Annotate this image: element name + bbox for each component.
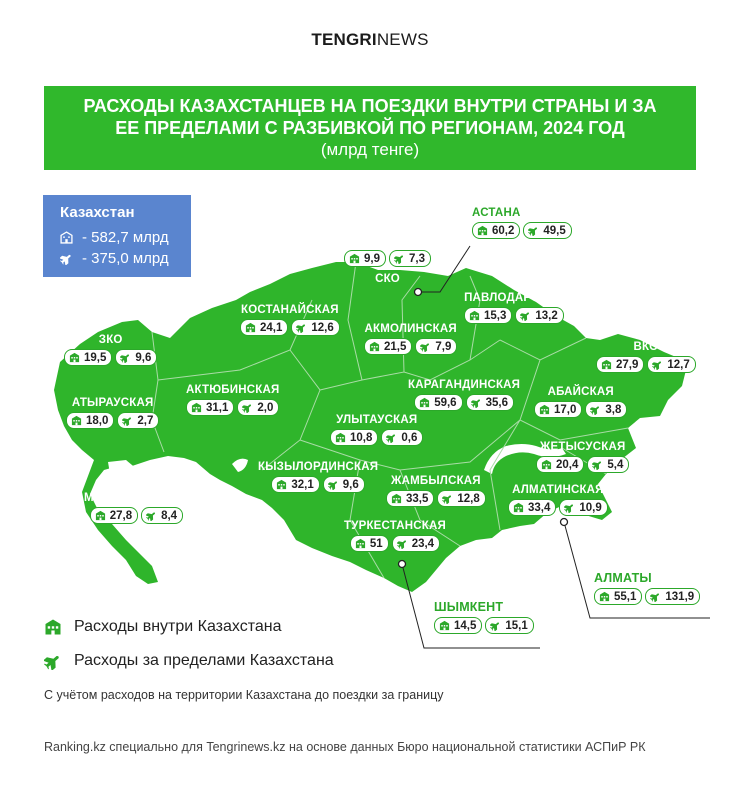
shymkent-marker <box>399 561 406 568</box>
domestic-value: 33,4 <box>528 501 551 514</box>
astana-marker <box>415 289 422 296</box>
region-name: ТУРКЕСТАНСКАЯ <box>344 520 446 532</box>
abroad-value: 0,6 <box>401 431 418 444</box>
abroad-pill <box>115 349 157 366</box>
abroad-pill <box>323 476 365 493</box>
domestic-pill <box>66 412 114 429</box>
region-zhetysu <box>536 441 629 475</box>
abroad-pill <box>647 356 695 373</box>
region-values <box>594 588 700 605</box>
plane-icon <box>528 225 539 236</box>
domestic-value: 24,1 <box>260 321 283 334</box>
house-icon <box>71 415 82 426</box>
kazakhstan-label: Казахстан <box>60 204 135 221</box>
domestic-pill <box>534 401 582 418</box>
region-name: АЛМАТЫ <box>594 571 652 585</box>
region-name: АКТЮБИНСКАЯ <box>186 384 280 396</box>
region-zko <box>64 334 157 368</box>
abroad-value: 13,2 <box>535 309 558 322</box>
domestic-value: 20,4 <box>556 458 579 471</box>
region-values <box>90 507 183 524</box>
house-icon <box>44 618 62 636</box>
plane-icon <box>394 253 405 264</box>
abroad-pill <box>587 456 629 473</box>
brand-light: NEWS <box>376 30 429 49</box>
abroad-value: 3,8 <box>605 403 622 416</box>
plane-icon <box>328 479 339 490</box>
brand-bold: TENGRI <box>311 30 377 49</box>
abroad-value: 7,9 <box>435 340 452 353</box>
house-icon <box>541 459 552 470</box>
region-zhambyl <box>386 475 486 509</box>
abroad-value: 23,4 <box>411 537 435 550</box>
abroad-value: 10,9 <box>579 501 602 514</box>
house-icon <box>539 404 550 415</box>
legend-domestic-label: Расходы внутри Казахстана <box>74 618 282 635</box>
abroad-value: 9,6 <box>342 478 359 491</box>
plane-icon <box>592 459 603 470</box>
domestic-pill <box>386 490 434 507</box>
legend-domestic <box>44 618 282 636</box>
region-name: КАРАГАНДИНСКАЯ <box>408 379 521 391</box>
region-kyzylorda <box>258 461 378 495</box>
kazakhstan-total-box <box>43 195 191 277</box>
region-name: АЛМАТИНСКАЯ <box>512 484 604 496</box>
plane-icon <box>122 415 133 426</box>
house-icon <box>391 493 402 504</box>
region-values <box>330 429 423 446</box>
domestic-pill <box>240 319 288 336</box>
region-astana <box>472 207 572 241</box>
plane-icon <box>520 310 531 321</box>
house-icon <box>349 253 360 264</box>
almaty-marker <box>561 519 568 526</box>
domestic-value: 17,0 <box>554 403 577 416</box>
region-values <box>271 476 364 493</box>
plane-icon <box>564 502 575 513</box>
region-mangystau <box>84 492 189 526</box>
abroad-value: 2,0 <box>257 401 274 414</box>
abroad-pill <box>437 490 485 507</box>
domestic-pill <box>271 476 319 493</box>
domestic-value: 10,8 <box>350 431 373 444</box>
domestic-pill <box>464 307 512 324</box>
house-icon <box>355 538 366 549</box>
domestic-pill <box>414 394 462 411</box>
plane-icon <box>242 402 253 413</box>
abroad-pill <box>415 338 457 355</box>
abroad-pill <box>389 250 431 267</box>
house-icon <box>439 620 450 631</box>
region-shymkent <box>434 600 534 636</box>
abroad-pill <box>645 588 700 605</box>
domestic-value: 55,1 <box>614 590 637 603</box>
region-values <box>240 319 340 336</box>
domestic-pill <box>434 617 482 634</box>
plane-icon <box>44 652 62 670</box>
legend-abroad <box>44 652 334 670</box>
region-values <box>364 338 457 355</box>
region-values <box>434 617 534 634</box>
region-values <box>414 394 514 411</box>
domestic-pill <box>186 399 234 416</box>
house-icon <box>245 322 256 333</box>
kazakhstan-domestic: - 582,7 млрд <box>82 229 169 246</box>
region-turkestan <box>344 520 446 554</box>
plane-icon <box>296 322 307 333</box>
region-values <box>386 490 486 507</box>
region-akmola <box>364 323 457 357</box>
abroad-pill <box>291 319 339 336</box>
abroad-value: 12,6 <box>311 321 334 334</box>
house-icon <box>335 432 346 443</box>
title-line-2: ЕЕ ПРЕДЕЛАМИ С РАЗБИВКОЙ ПО РЕГИОНАМ, 2024 ГОД <box>115 118 625 138</box>
region-values <box>534 401 627 418</box>
abroad-value: 15,1 <box>505 619 528 632</box>
plane-icon <box>650 591 661 602</box>
domestic-pill <box>330 429 378 446</box>
region-values <box>596 356 696 373</box>
domestic-value: 14,5 <box>454 619 477 632</box>
domestic-pill <box>364 338 412 355</box>
plane-icon <box>652 359 663 370</box>
domestic-pill <box>536 456 584 473</box>
region-name: АБАЙСКАЯ <box>547 386 614 398</box>
region-name: МАНГИСТАУСКАЯ <box>84 492 189 504</box>
house-icon <box>469 310 480 321</box>
region-values <box>472 222 572 239</box>
region-name: ПАВЛОДАРСКАЯ <box>464 292 564 304</box>
domestic-value: 9,9 <box>364 252 380 265</box>
domestic-value: 27,8 <box>109 509 133 522</box>
plane-icon <box>590 404 601 415</box>
region-name: АКМОЛИНСКАЯ <box>364 323 457 335</box>
house-icon <box>60 231 73 244</box>
abroad-value: 12,8 <box>457 492 480 505</box>
region-values <box>186 399 279 416</box>
abroad-value: 12,7 <box>667 358 690 371</box>
kazakhstan-domestic-row <box>60 227 191 248</box>
title-line-1: РАСХОДЫ КАЗАХСТАНЦЕВ НА ПОЕЗДКИ ВНУТРИ СТРАНЫ И ЗА <box>83 96 657 116</box>
region-ulytau <box>330 414 423 448</box>
house-icon <box>419 397 430 408</box>
region-name: ШЫМКЕНТ <box>434 600 504 614</box>
plane-icon <box>420 341 431 352</box>
region-name: ВКО <box>633 341 659 353</box>
region-values <box>508 499 608 516</box>
region-abay <box>534 386 627 420</box>
region-name: УЛЫТАУСКАЯ <box>336 414 418 426</box>
abroad-value: 5,4 <box>607 458 624 471</box>
plane-icon <box>386 432 397 443</box>
title-unit: (млрд тенге) <box>320 140 420 159</box>
abroad-pill <box>585 401 627 418</box>
domestic-pill <box>508 499 556 516</box>
region-pavlodar <box>464 292 564 326</box>
region-name: АТЫРАУСКАЯ <box>71 397 154 409</box>
region-aktobe <box>186 384 279 418</box>
plane-icon <box>60 252 73 265</box>
footnote: С учётом расходов на территории Казахстана до поездки за границу <box>44 688 444 702</box>
domestic-value: 15,3 <box>484 309 507 322</box>
region-values <box>350 535 440 552</box>
domestic-pill <box>594 588 642 605</box>
abroad-pill <box>515 307 563 324</box>
plane-icon <box>146 510 157 521</box>
plane-icon <box>471 397 482 408</box>
region-name: ЖЕТЫСУСКАЯ <box>539 441 626 453</box>
abroad-pill <box>466 394 514 411</box>
abroad-value: 7,3 <box>409 252 425 265</box>
abroad-pill <box>237 399 279 416</box>
abroad-value: 35,6 <box>485 396 508 409</box>
house-icon <box>191 402 202 413</box>
abroad-value: 2,7 <box>137 414 154 427</box>
house-icon <box>601 359 612 370</box>
region-name: КОСТАНАЙСКАЯ <box>241 304 339 316</box>
domestic-pill <box>350 535 389 552</box>
kazakhstan-abroad: - 375,0 млрд <box>82 250 169 267</box>
abroad-value: 8,4 <box>161 509 178 522</box>
kazakhstan-abroad-row <box>60 248 191 269</box>
region-name: ЗКО <box>98 334 123 346</box>
plane-icon <box>490 620 501 631</box>
domestic-value: 21,5 <box>384 340 407 353</box>
plane-icon <box>120 352 131 363</box>
region-vko <box>596 341 696 375</box>
house-icon <box>95 510 106 521</box>
region-sko <box>344 250 431 288</box>
house-icon <box>369 341 380 352</box>
domestic-value: 27,9 <box>616 358 639 371</box>
source-credit: Ranking.kz специально для Tengrinews.kz на основе данных Бюро национальной статистики АСПиР РК <box>44 740 646 754</box>
plane-icon <box>397 538 408 549</box>
region-kostanay <box>240 304 340 338</box>
region-atyrau <box>66 397 159 431</box>
region-values <box>344 250 431 267</box>
region-values <box>464 307 564 324</box>
house-icon <box>513 502 524 513</box>
region-name: КЫЗЫЛОРДИНСКАЯ <box>258 461 379 473</box>
abroad-pill <box>559 499 607 516</box>
abroad-pill <box>485 617 533 634</box>
domestic-pill <box>64 349 112 366</box>
abroad-pill <box>392 535 440 552</box>
abroad-pill <box>381 429 423 446</box>
plane-icon <box>442 493 453 504</box>
domestic-pill <box>596 356 644 373</box>
domestic-value: 18,0 <box>86 414 109 427</box>
abroad-value: 131,9 <box>665 590 695 603</box>
region-name: ЖАМБЫЛСКАЯ <box>391 475 481 487</box>
abroad-pill <box>117 412 159 429</box>
region-karaganda <box>408 379 520 413</box>
legend-abroad-label: Расходы за пределами Казахстана <box>74 652 334 669</box>
region-values <box>64 349 157 366</box>
domestic-value: 32,1 <box>291 478 314 491</box>
region-name: СКО <box>375 273 400 285</box>
abroad-pill <box>523 222 571 239</box>
domestic-value: 31,1 <box>206 401 229 414</box>
region-values <box>66 412 159 429</box>
region-almaty-city <box>594 571 700 607</box>
house-icon <box>69 352 80 363</box>
domestic-pill <box>344 250 386 267</box>
region-name: АСТАНА <box>472 207 521 219</box>
abroad-pill <box>141 507 183 524</box>
house-icon <box>477 225 488 236</box>
domestic-value: 51 <box>369 537 383 550</box>
abroad-value: 9,6 <box>135 351 152 364</box>
domestic-pill <box>472 222 520 239</box>
domestic-value: 59,6 <box>434 396 457 409</box>
abroad-value: 49,5 <box>543 224 566 237</box>
domestic-value: 33,5 <box>406 492 429 505</box>
house-icon <box>599 591 610 602</box>
region-almaty-oblast <box>508 484 608 518</box>
region-values <box>536 456 629 473</box>
domestic-value: 19,5 <box>84 351 107 364</box>
house-icon <box>276 479 287 490</box>
domestic-value: 60,2 <box>492 224 515 237</box>
domestic-pill <box>90 507 138 524</box>
